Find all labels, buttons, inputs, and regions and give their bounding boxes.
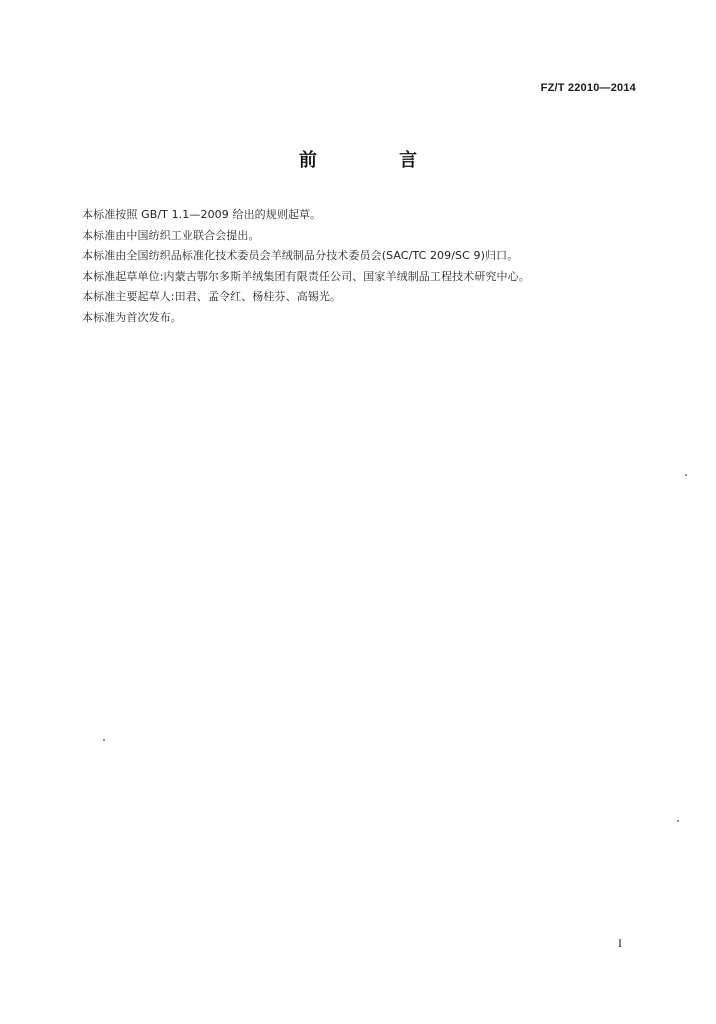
preface-line-drafting-rules: 本标准按照 GB/T 1.1—2009 给出的规则起草。 xyxy=(82,208,322,221)
standard-number: FZ/T 22010—2014 xyxy=(540,82,636,94)
preface-body xyxy=(82,205,642,329)
scan-speck xyxy=(677,820,679,822)
scan-speck xyxy=(103,739,105,741)
preface-line-drafters: 本标准主要起草人:田君、孟令红、杨桂芬、高锡光。 xyxy=(82,290,342,304)
preface-line-proposer: 本标准由中国纺织工业联合会提出。 xyxy=(82,228,260,242)
page-title: 前 言 xyxy=(298,150,456,171)
page-number: I xyxy=(618,936,622,950)
scan-speck xyxy=(685,474,687,476)
preface-line-committee: 本标准由全国纺织品标准化技术委员会羊绒制品分技术委员会(SAC/TC 209/SC 9)归口。 xyxy=(82,249,519,263)
preface-line-drafting-units: 本标准起草单位:内蒙古鄂尔多斯羊绒集团有限责任公司、国家羊绒制品工程技术研究中心。 xyxy=(82,269,530,283)
preface-line-first-release: 本标准为首次发布。 xyxy=(82,310,182,324)
